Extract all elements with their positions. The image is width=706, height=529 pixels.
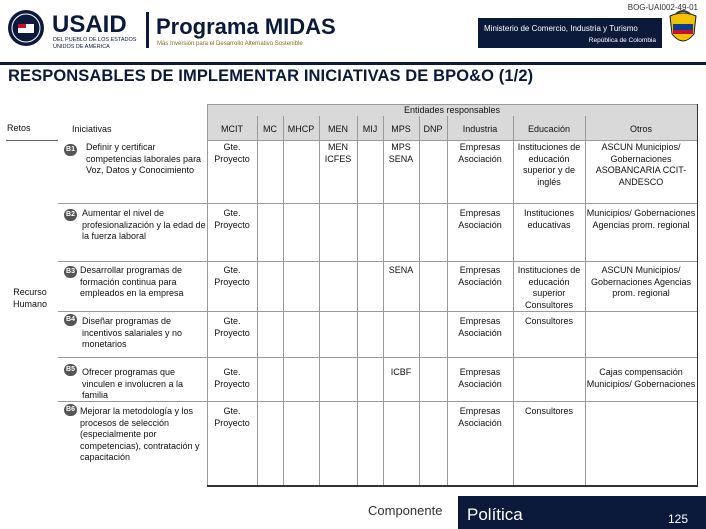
cell-industria: Empresas Asociación xyxy=(458,406,502,428)
group-header: Entidades responsables xyxy=(403,105,501,115)
iniciativa-text: Aumentar el nivel de profesionalización y la edad de la fuerza laboral xyxy=(82,208,206,241)
cell-otros: ASCUN Municipios/ Gobernaciones Agencias prom. regional xyxy=(590,265,692,298)
usaid-seal-icon xyxy=(8,10,44,46)
cell-mcit: Gte. Proyecto xyxy=(214,316,250,338)
iniciativa-text: Diseñar programas de incentivos salariales y no monetarios xyxy=(82,316,183,349)
column-header-retos: Retos xyxy=(7,123,31,133)
row-id-badge: B5 xyxy=(64,364,77,376)
cell-otros: Cajas compensación Municipios/ Gobernaciones xyxy=(586,367,696,389)
cell-mcit: Gte. Proyecto xyxy=(214,367,250,389)
column-header-educacion: Educación xyxy=(527,124,571,134)
column-header-men: MEN xyxy=(328,124,348,134)
cell-mps: MPS SENA xyxy=(388,142,414,164)
programa-midas: Programa MIDAS xyxy=(156,14,336,39)
page-title: RESPONSABLES DE IMPLEMENTAR INICIATIVAS DE BPO&O (1/2) xyxy=(8,67,534,85)
header-rule xyxy=(0,62,706,65)
cell-industria: Empresas Asociación xyxy=(458,142,502,164)
republic-name: República de Colombia xyxy=(588,37,656,44)
row-id-badge: B6 xyxy=(64,404,77,416)
row-id-badge: B4 xyxy=(64,314,77,326)
column-header-mc: MC xyxy=(263,124,277,134)
programa-subtitle: Más Inversión para el Desarrollo Alternativo Sostenible xyxy=(157,41,303,47)
cell-educacion: Consultores xyxy=(524,316,574,326)
cell-mps: ICBF xyxy=(390,367,412,377)
usaid-logo xyxy=(6,8,336,52)
cell-mps: SENA xyxy=(388,265,414,275)
cell-otros: ASCUN Municipios/ Gobernaciones ASOBANCARIA CCIT-ANDESCO xyxy=(595,142,687,187)
iniciativa-text: Mejorar la metodología y los procesos de selección (especialmente por competencias), contratación y capacitación xyxy=(80,406,200,462)
cell-otros: Municipios/ Gobernaciones Agencias prom. regional xyxy=(586,208,696,230)
ministry-band xyxy=(478,18,662,48)
column-header-iniciativas: Iniciativas xyxy=(72,124,112,134)
iniciativa-text: Definir y certificar competencias laborales para Voz, Datos y Conocimiento xyxy=(86,142,202,175)
row-id-badge: B3 xyxy=(64,266,77,278)
column-header-mcit: MCIT xyxy=(221,124,243,134)
cell-educacion: Instituciones educativas xyxy=(523,208,575,230)
cell-men: MEN ICFES xyxy=(324,142,352,164)
document-code: BOG-UAI002-49-01 xyxy=(627,3,698,12)
cell-mcit: Gte. Proyecto xyxy=(214,265,250,287)
usaid-sub1: DEL PUEBLO DE LOS ESTADOS xyxy=(53,37,137,43)
row-id-badge: B1 xyxy=(64,144,77,156)
usaid-wordmark: USAID xyxy=(52,11,127,38)
column-header-dnp: DNP xyxy=(423,124,443,134)
column-header-otros: Otros xyxy=(629,124,652,134)
footer-politica: Política xyxy=(467,505,523,524)
cell-industria: Empresas Asociación xyxy=(458,316,502,338)
coat-of-arms-icon xyxy=(664,8,702,52)
iniciativa-text: Ofrecer programas que vinculen e involucren a la familia xyxy=(82,367,184,400)
usaid-sub2: UNIDOS DE AMÉRICA xyxy=(53,44,110,50)
cell-mcit: Gte. Proyecto xyxy=(214,142,250,164)
footer-componente: Componente xyxy=(368,503,443,518)
cell-industria: Empresas Asociación xyxy=(458,265,502,287)
cell-educacion: Instituciones de educación superior Consultores xyxy=(517,265,581,310)
cell-mcit: Gte. Proyecto xyxy=(214,406,250,428)
cell-mcit: Gte. Proyecto xyxy=(214,208,250,230)
page-number: 125 xyxy=(668,512,689,526)
row-id-badge: B2 xyxy=(64,209,77,221)
cell-industria: Empresas Asociación xyxy=(458,367,502,389)
column-header-mps: MPS xyxy=(391,124,411,134)
column-header-mij: MIJ xyxy=(362,124,378,134)
column-header-mhcp: MHCP xyxy=(287,124,315,134)
cell-educacion: Consultores xyxy=(524,406,574,416)
iniciativa-text: Desarrollar programas de formación continua para empleados en la empresa xyxy=(80,265,184,298)
ministry-name: Ministerio de Comercio, Industria y Turismo xyxy=(484,24,638,33)
reto-recurso-humano: Recurso Humano xyxy=(12,287,48,309)
cell-industria: Empresas Asociación xyxy=(458,208,502,230)
cell-educacion: Instituciones de educación superior y de inglés xyxy=(517,142,581,187)
column-header-industria: Industria xyxy=(462,124,498,134)
